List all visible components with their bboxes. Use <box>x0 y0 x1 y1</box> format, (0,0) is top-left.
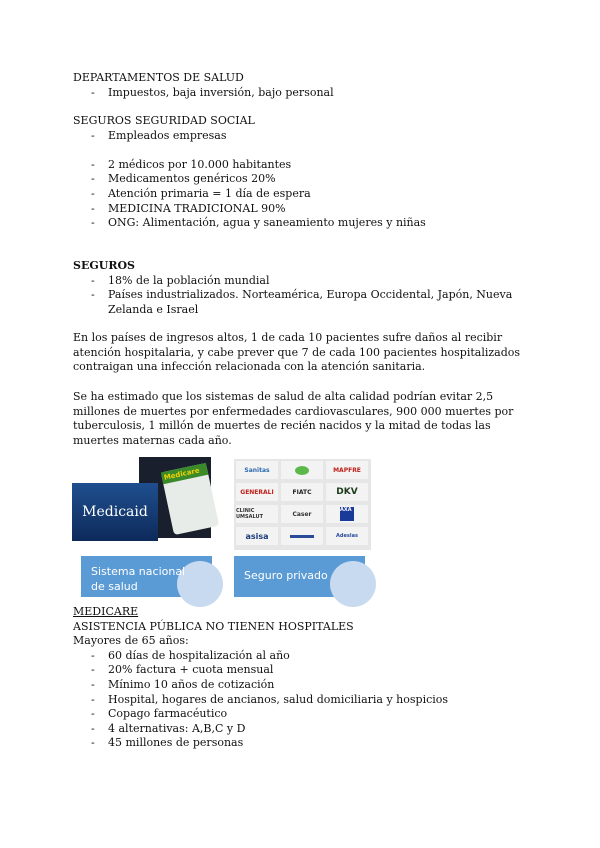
section-seguridad-social <box>73 114 533 231</box>
logo-mapfre: MAPFRE <box>326 461 368 479</box>
logo-sanitas: Sanitas <box>236 461 278 479</box>
heading: SEGUROS <box>73 259 135 272</box>
list-item: - Copago farmacéutico <box>73 707 533 722</box>
subheading: ASISTENCIA PÚBLICA NO TIENEN HOSPITALES <box>73 619 354 633</box>
logo-axa: AXA <box>326 505 368 523</box>
medicare-label: Medicare <box>161 463 208 484</box>
list-item: - 60 días de hospitalización al año <box>73 649 533 664</box>
caption-sistema-nacional: Sistema nacional de salud <box>91 565 186 593</box>
logo-asisa: asisa <box>236 527 278 545</box>
logo-green <box>281 461 323 479</box>
medicaid-label: Medicaid <box>82 504 148 520</box>
logo-generali: GENERALI <box>236 483 278 501</box>
logo-dkv: DKV <box>326 483 368 501</box>
list-item: - ONG: Alimentación, agua y saneamiento mujeres y niñas <box>73 216 533 231</box>
list-item: - 45 millones de personas <box>73 736 533 751</box>
list-item: - Empleados empresas <box>73 129 533 144</box>
insurers-logo-grid <box>234 459 371 550</box>
list-item: - 2 médicos por 10.000 habitantes <box>73 158 533 173</box>
logo-fiatc: FIATC <box>281 483 323 501</box>
list-item: - 20% factura + cuota mensual <box>73 663 533 678</box>
logo-caser: Caser <box>281 505 323 523</box>
logo-clinic: CLINIC UMSALUT <box>236 505 278 523</box>
intro: Mayores de 65 años: <box>73 634 189 648</box>
paragraph-2: Se ha estimado que los sistemas de salud de alta calidad podrían evitar 2,5 millones de muertes por enfermedades cardiovasculares, 900 000 muertes por tuberculosis, 1 millón de muertes de recién nacidos y la mitad de todas las muertes maternas cada año. <box>73 390 514 447</box>
paragraph-1: En los países de ingresos altos, 1 de cada 10 pacientes sufre daños al recibir atención hospitalaria, y cabe prever que 7 de cada 100 pacientes hospitalizados contraigan una infección relacionada con la atención sanitaria. <box>73 331 521 374</box>
heading: SEGUROS SEGURIDAD SOCIAL <box>73 114 255 127</box>
list-item: - Hospital, hogares de ancianos, salud domiciliaria y hospicios <box>73 693 533 708</box>
heading: MEDICARE <box>73 605 139 618</box>
section-departamentos <box>73 71 533 100</box>
list-item: - Medicamentos genéricos 20% <box>73 172 533 187</box>
list-item: - Países industrializados. Norteamérica, Europa Occidental, Japón, Nueva Zelanda e Israel <box>73 288 533 317</box>
section-medicare <box>73 605 533 751</box>
section-seguros <box>73 259 533 317</box>
logo-adeslas: Adeslas <box>326 527 368 545</box>
heading: DEPARTAMENTOS DE SALUD <box>73 71 244 84</box>
list-item: - 4 alternativas: A,B,C y D <box>73 722 533 737</box>
list-item: - Mínimo 10 años de cotización <box>73 678 533 693</box>
list-item: - Atención primaria = 1 día de espera <box>73 187 533 202</box>
medicaid-image <box>72 483 158 541</box>
list-item: - MEDICINA TRADICIONAL 90% <box>73 202 533 217</box>
decorative-circle <box>330 561 376 607</box>
caption-seguro-privado: Seguro privado <box>244 569 328 582</box>
list-item: - 18% de la población mundial <box>73 274 533 289</box>
logo-blue <box>281 527 323 545</box>
list-item: - Impuestos, baja inversión, bajo personal <box>73 86 533 101</box>
